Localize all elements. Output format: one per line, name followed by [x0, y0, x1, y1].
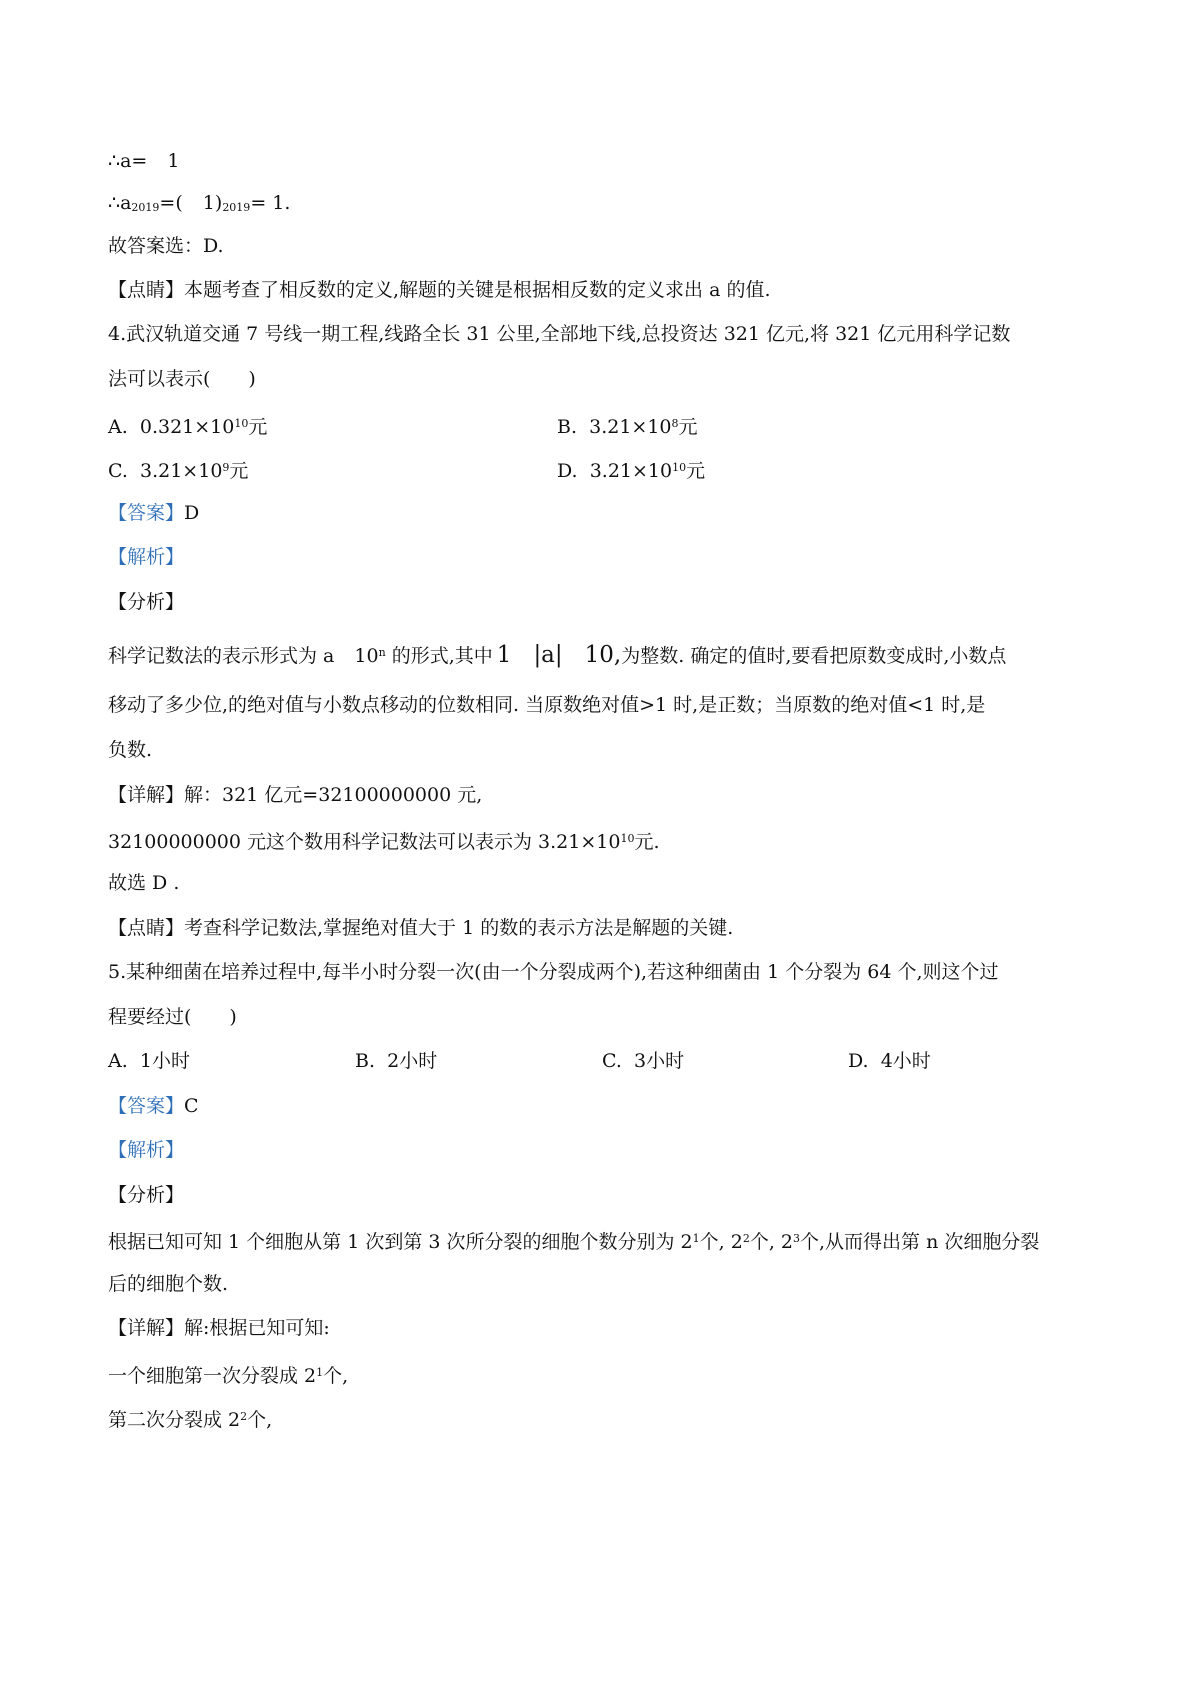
text: ∴a=: [108, 150, 154, 172]
q4-stem-line2: 法可以表示( ): [108, 368, 256, 390]
q4-fenxi-line2: 移动了多少位,的绝对值与小数点移动的位数相同. 当原数绝对值>1 时,是正数；当原数的绝对值<1 时,是: [108, 694, 986, 716]
answer-choice-line: 故答案选：D.: [108, 235, 224, 257]
text: = 1.: [250, 192, 291, 214]
q4-guxuan: 故选 D .: [108, 872, 180, 894]
answer-value: D: [184, 502, 200, 524]
text: 1): [202, 192, 223, 214]
q4-xiangjie-line2: 32100000000 元这个数用科学记数法可以表示为 $3.21\times 10^{10}$元.: [108, 831, 660, 853]
q5-stem-line1: 5.某种细菌在培养过程中,每半小时分裂一次(由一个分裂成两个),若这种细菌由 1 个分裂为 64 个,则这个过: [108, 961, 999, 983]
q4-option-a: A. $0.321\times 10^{10}$元: [108, 416, 268, 438]
q4-dianjing: 【点睛】考查科学记数法,掌握绝对值大于 1 的数的表示方法是解题的关键.: [108, 917, 734, 939]
q5-option-d: D. 4小时: [848, 1050, 931, 1072]
q4-analysis-tag: 【解析】: [108, 546, 185, 568]
q5-xiangjie-line1: 【详解】解:根据已知可知:: [108, 1317, 330, 1339]
q5-option-c: C. 3小时: [602, 1050, 685, 1072]
q5-fenxi-line1: 根据已知可知 1 个细胞从第 1 次到第 3 次所分裂的细胞个数分别为 $2^1$个, $2^2$个, $2^3$个,从而得出第 n 次细胞分裂: [108, 1231, 1040, 1253]
line-a-power: [108, 190, 290, 221]
q4-answer: [108, 500, 199, 526]
text: ∴a: [108, 192, 132, 214]
q4-stem-line1: 4.武汉轨道交通 7 号线一期工程,线路全长 31 公里,全部地下线,总投资达 321 亿元,将 321 亿元用科学记数: [108, 323, 1011, 345]
q4-fenxi-line1: 科学记数法的表示形式为 a 10$^n$ 的形式,其中 1 |a| 10,为整数. 确定的值时,要看把原数变成时,小数点: [108, 642, 1007, 668]
line-a-value: [108, 148, 179, 174]
text: =(: [159, 192, 189, 214]
dianjing-line: 【点睛】本题考查了相反数的定义,解题的关键是根据相反数的定义求出 a 的值.: [108, 279, 771, 301]
subscript: 2019: [222, 201, 251, 214]
q5-xiangjie-line3: 第二次分裂成 $2^2$个,: [108, 1409, 273, 1431]
q5-answer: [108, 1093, 199, 1119]
q4-fenxi-tag: 【分析】: [108, 591, 185, 613]
q5-option-b: B. 2小时: [355, 1050, 438, 1072]
q5-option-a: A. 1小时: [108, 1050, 190, 1072]
q5-xiangjie-line2: 一个细胞第一次分裂成 $2^1$个,: [108, 1365, 349, 1387]
q5-fenxi-line2: 后的细胞个数.: [108, 1273, 229, 1295]
q5-fenxi-tag: 【分析】: [108, 1184, 185, 1206]
text: 1: [167, 150, 180, 172]
subscript: 2019: [131, 201, 160, 214]
q4-xiangjie-line1: 【详解】解：321 亿元=32100000000 元,: [108, 784, 483, 806]
q4-option-c: C. $3.21\times 10^9$元: [108, 460, 249, 482]
answer-tag: 【答案】: [108, 502, 185, 524]
q4-fenxi-line3: 负数.: [108, 739, 153, 761]
answer-value: C: [184, 1095, 199, 1117]
q4-option-d: D. $3.21\times 10^{10}$元: [557, 460, 706, 482]
answer-tag: 【答案】: [108, 1095, 185, 1117]
q4-option-b: B. $3.21\times 10^8$元: [557, 416, 698, 438]
q5-analysis-tag: 【解析】: [108, 1139, 185, 1161]
q5-stem-line2: 程要经过( ): [108, 1006, 237, 1028]
